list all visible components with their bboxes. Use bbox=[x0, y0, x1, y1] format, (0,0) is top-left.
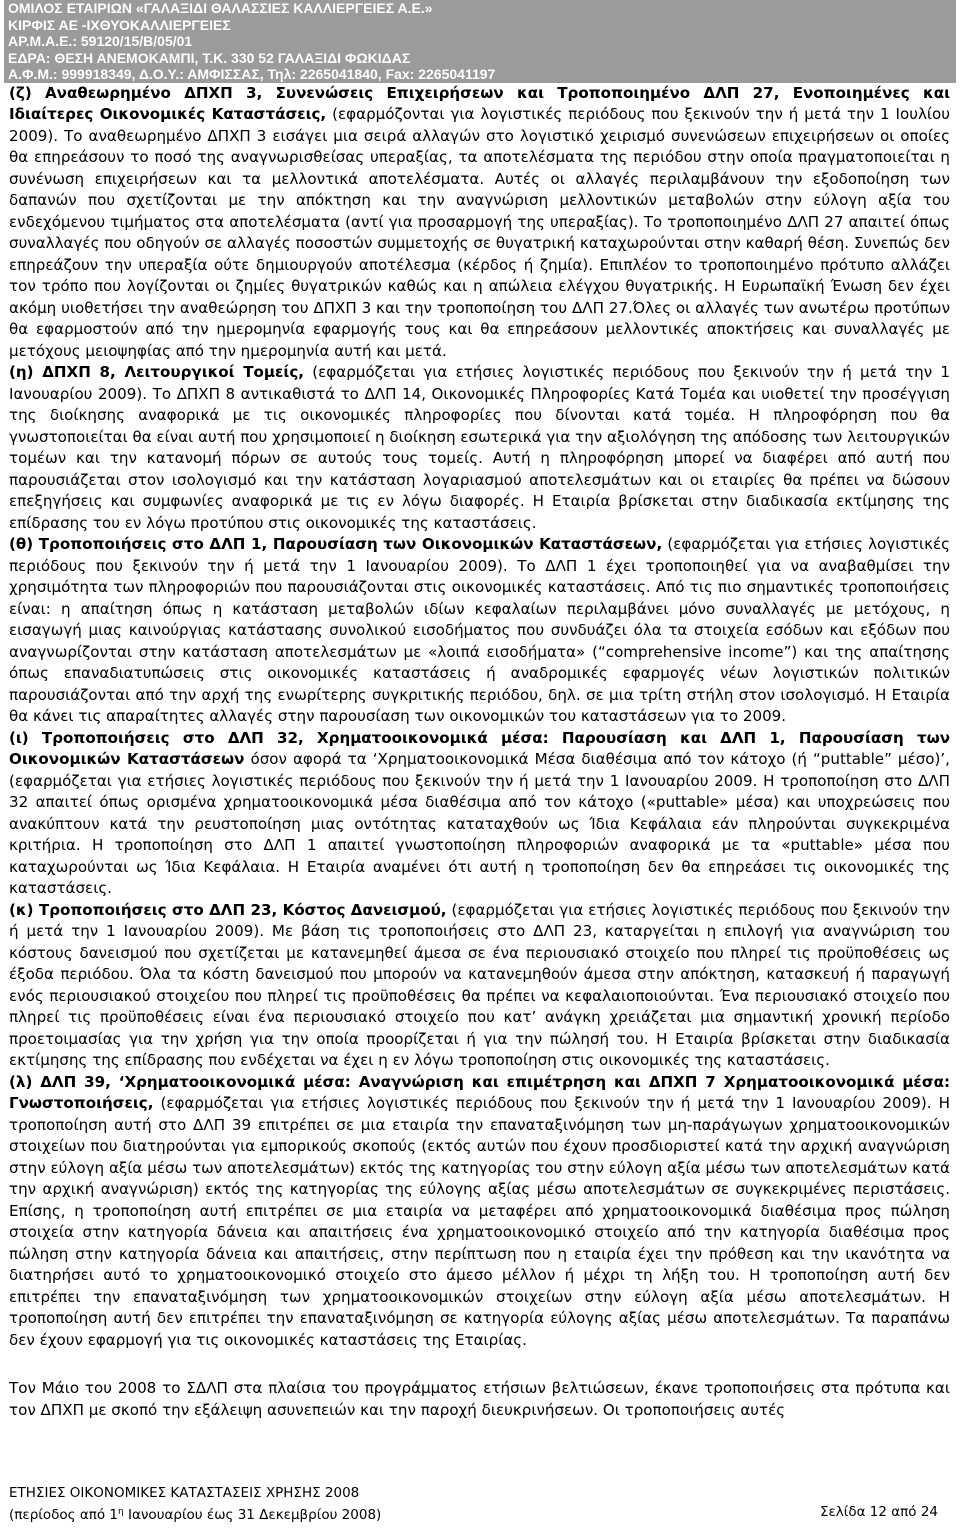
paragraph-h-title: (η) ΔΠΧΠ 8, Λειτουργικοί Τομείς, bbox=[9, 363, 304, 382]
header-tax-contact: Α.Φ.Μ.: 999918349, Δ.Ο.Υ.: ΑΜΦΙΣΣΑΣ, Τηλ: 2265041840, Fax: 2265041197 bbox=[8, 66, 496, 83]
footer-period-sup: η bbox=[118, 1507, 124, 1517]
paragraph-th-text: (εφαρμόζεται για ετήσιες λογιστικές περιόδους που ξεκινούν την ή μετά την 1 Ιανουαρίου 2009). Το ΔΛΠ 1 έχει τροποποιηθεί για να αναβαθμίσει την χρησιμότητα των πληροφοριών που παρουσιάζονται στις οικονομικές καταστάσεις. Από τις πιο σημαντικές τροποποιήσεις είναι: η απαίτηση όπως η κατάσταση μεταβολών ιδίων κεφαλαίων περιλαμβάνει μόνο συναλλαγές με μετόχους, η εισαγωγή μιας καινούργιας κατάστασης συνολικού εισοδήματος που συνδυάζει όλα τα στοιχεία εσόδων και εξόδων που αναγνωρίζονται στην κατάσταση αποτελεσμάτων με «λοιπά εισοδήματα» (“comprehensive income”) και της απαίτησης όπως επαναδιατυπώσεις στις οικονομικές καταστάσεις ή αναδρομικές εφαρμογές νέων λογιστικών πολιτικών παρουσιάζονται από την αρχή της ενωρίτερης συγκριτικής περιόδου, δηλ. σε μια τρίτη στήλη στον ισολογισμό. Η Εταιρία θα κάνει τις απαραίτητες αλλαγές στην παρουσίαση των οικονομικών του καταστάσεων για το 2009. bbox=[9, 535, 951, 726]
paragraph-l-title: (λ) ΔΛΠ 39, ‘Χρηματοοικονομικά μέσα: Αναγνώριση και επιμέτρηση και ΔΠΧΠ 7 Χρηματοοικονομικά μέσα: Γνωστοποιήσεις, bbox=[9, 1072, 950, 1113]
document-body bbox=[4, 83, 956, 1352]
header-address: ΕΔΡΑ: ΘΕΣΗ ΑΝΕΜΟΚΑΜΠΙ, Τ.Κ. 330 52 ΓΑΛΑΞΙΔΙ ΦΩΚΙΔΑΣ bbox=[8, 49, 411, 66]
paragraph-z-text: (εφαρμόζονται για λογιστικές περιόδους που ξεκινούν την ή μετά την 1 Ιουλίου 2009). Το αναθεωρημένο ΔΠΧΠ 3 εισάγει μια σειρά αλλαγών στο λογιστικό χειρισμό συνενώσεων επιχειρήσεων οι οποίες θα επηρεάσουν το ποσό της αναγνωρισθείσας υπεραξίας, τα αποτελέσματα της περιόδου στην οποία πραγματοποιείται η συνένωση επιχειρήσεων και τα μελλοντικά αποτελέσματα. Αυτές οι αλλαγές περιλαμβάνουν την εξοδοποίηση των δαπανών που σχετίζονται με την απόκτηση και την αναγνώριση μελλοντικών μεταβολών στην εύλογη αξία του ενδεχόμενου τιμήματος στα αποτελέσματα (αντί για προσαρμογή της υπεραξίας). Το τροποποιημένο ΔΛΠ 27 απαιτεί όπως συναλλαγές που οδηγούν σε αλλαγές ποσοστών συμμετοχής σε θυγατρική καταχωρούνται στην καθαρή θέση. Συνεπώς δεν επηρεάζουν την υπεραξία ούτε δημιουργούν αποτέλεσμα (κέρδος ή ζημία). Επιπλέον το τροποποιημένο πρότυπο αλλάζει τον τρόπο που λογίζονται οι ζημίες θυγατρικών καθώς και η απώλεια ελέγχου θυγατρικής. Η Ευρωπαϊκή Ένωση δεν έχει ακόμη υιοθετήσει την αναθεώρηση του ΔΠΧΠ 3 και την τροποποίηση του ΔΛΠ 27.Όλες οι αλλαγές των ανωτέρω προτύπων θα εφαρμοστούν από την ημερομηνία εφαρμογής τους και θα επηρεάσουν μελλοντικές αποκτήσεις και συναλλαγές με μετόχους μειοψηφίας από την ημερομηνία αυτή και μετά. bbox=[9, 105, 950, 360]
footer-period bbox=[9, 1503, 381, 1525]
header-registration-number: ΑΡ.Μ.Α.Ε.: 59120/15/Β/05/01 bbox=[8, 33, 193, 50]
paragraph-z bbox=[9, 83, 950, 363]
company-header bbox=[4, 0, 956, 83]
header-company-name: ΚΙΡΦΙΣ ΑΕ -ΙΧΘΥΟΚΑΛΛΙΕΡΓΕΙΕΣ bbox=[8, 16, 231, 33]
paragraph-k-text: (εφαρμόζεται για ετήσιες λογιστικές περιόδους που ξεκινούν την ή μετά την 1 Ιανουαρίου 2009). Με βάση τις τροποποιήσεις στο ΔΛΠ 23, καταργείται η επιλογή για αναγνώριση του κόστους δανεισμού που σχετίζεται με κατανεμηθεί άμεσα σε ένα περιουσιακό στοιχείο που πληρεί τις προϋποθέσεις ως έξοδα περιόδου. Όλα τα κόστη δανεισμού που μπορούν να κατανεμηθούν άμεσα στην απόκτηση, κατασκευή ή παραγωγή ενός περιουσιακού στοιχείου που πληρεί τις προϋποθέσεις θα πρέπει να κεφαλαιοποιούνται. Ένα περιουσιακό στοιχείο που πληρεί τις προϋποθέσεις είναι ένα περιουσιακό στοιχείο που κατ’ ανάγκη χρειάζεται μια σημαντική χρονική περίοδο προετοιμασίας για την χρήση για την οποία προορίζεται ή για την πώλησή του. Η Εταιρία βρίσκεται στην διαδικασία εκτίμησης της επίδρασης που ενδέχεται να έχει η εν λόγω τροποποίηση στις οικονομικές της καταστάσεις. bbox=[9, 900, 950, 1070]
paragraph-z-title: (ζ) Αναθεωρημένο ΔΠΧΠ 3, Συνενώσεις Επιχειρήσεων και Τροποποιημένο ΔΛΠ 27, Ενοποιημένες και Ιδιαίτερες Οικονομικές Καταστάσεις, bbox=[9, 83, 950, 124]
header-group-name: ΟΜΙΛΟΣ ΕΤΑΙΡΙΩΝ «ΓΑΛΑΞΙΔΙ ΘΑΛΑΣΣΙΕΣ ΚΑΛΛΙΕΡΓΕΙΕΣ Α.Ε.» bbox=[8, 0, 433, 16]
paragraph-th-title: (θ) Τροποποιήσεις στο ΔΛΠ 1, Παρουσίαση των Οικονομικών Καταστάσεων, bbox=[9, 535, 663, 554]
page-footer bbox=[9, 1484, 938, 1525]
paragraph-l bbox=[9, 1072, 950, 1352]
footer-page-number: Σελίδα 12 από 24 bbox=[819, 1504, 938, 1520]
paragraph-th bbox=[9, 534, 950, 728]
footer-period-suffix: Ιανουαρίου έως 31 Δεκεμβρίου 2008) bbox=[123, 1507, 382, 1523]
paragraph-k-title: (κ) Τροποποιήσεις στο ΔΛΠ 23, Κόστος Δανεισμού, bbox=[9, 900, 447, 919]
footer-period-prefix: (περίοδος από 1 bbox=[9, 1507, 118, 1523]
paragraph-h-text: (εφαρμόζεται για ετήσιες λογιστικές περιόδους που ξεκινούν την ή μετά την 1 Ιανουαρίου 2009). Το ΔΠΧΠ 8 αντικαθιστά το ΔΛΠ 14, Οικονομικές Πληροφορίες Κατά Τομέα και υιοθετεί την προσέγγιση της διοίκησης αναφορικά με τις οικονομικές πληροφορίες που δίνονται κατά τομέα. Η πληροφόρηση που θα γνωστοποιείται θα είναι αυτή που χρησιμοποιεί η διοίκηση εσωτερικά για την αξιολόγηση της απόδοσης των λειτουργικών τομέων και την κατανομή πόρων σε αυτούς τους τομείς. Αυτή η πληροφόρηση μπορεί να διαφέρει από αυτή που παρουσιάζεται στον ισολογισμό και την κατάσταση λογαριασμού αποτελεσμάτων και οι εταιρίες θα πρέπει να δώσουν επεξηγήσεις και συμφωνίες αναφορικά με τις εν λόγω διαφορές. Η Εταιρία βρίσκεται στην διαδικασία εκτίμησης της επίδρασης του εν λόγω προτύπου στις οικονομικές της καταστάσεις. bbox=[9, 363, 950, 532]
paragraph-i-title: (ι) Τροποποιήσεις στο ΔΛΠ 32, Χρηματοοικονομικά μέσα: Παρουσίαση και ΔΛΠ 1, Παρουσίαση των Οικονομικών Καταστάσεων bbox=[9, 728, 950, 769]
paragraph-k bbox=[9, 900, 950, 1072]
paragraph-l-text: (εφαρμόζεται για ετήσιες λογιστικές περιόδους που ξεκινούν την ή μετά την 1 Ιανουαρίου 2009). Η τροποποίηση αυτή στο ΔΛΠ 39 επιτρέπει σε μια εταιρία την επαναταξινόμηση των μη-παράγωγων χρηματοοικονομικών στοιχείων που διατηρούνται για εμπορικούς σκοπούς (εκτός αυτών που έχουν προσδιοριστεί κατά την αρχική αναγνώριση στην εύλογη αξία μέσω των αποτελεσμάτων) εκτός της κατηγορίας του στην εύλογη αξία μέσω των αποτελεσμάτων κατά την αρχική αναγνώριση) εκτός της κατηγορίας της εύλογης αξίας μέσω αποτελεσμάτων σε συγκεκριμένες περιστάσεις. Επίσης, η τροποποίηση αυτή επιτρέπει σε μια εταιρία να μεταφέρει από χρηματοοικονομικά διαθέσιμα προς πώληση στοιχεία στην κατηγορία δάνεια και απαιτήσεις ένα χρηματοοικονομικό στοιχείο από την κατηγορία διαθέσιμα προς πώληση στην κατηγορία δάνεια και απαιτήσεις, στην περίπτωση που η εταιρία έχει την πρόθεση και την ικανότητα να διατηρήσει αυτό το χρηματοοικονομικό στοιχείο στο άμεσο μέλλον ή μέχρι τη λήξη του. Η τροποποίηση αυτή δεν επιτρέπει την επαναταξινόμηση των χρηματοοικονομικών στοιχείων στην εύλογη αξία μέσω αποτελεσμάτων. Η τροποποίηση αυτή δεν επιτρέπει την επαναταξινόμηση σε κατηγορία εύλογης αξίας μέσω αποτελεσμάτων. Τα παραπάνω δεν έχουν εφαρμογή για τις οικονομικές καταστάσεις της Εταιρίας. bbox=[9, 1094, 950, 1349]
paragraph-h bbox=[9, 362, 950, 534]
footer-report-title: ΕΤΗΣΙΕΣ ΟΙΚΟΝΟΜΙΚΕΣ ΚΑΤΑΣΤΑΣΕΙΣ ΧΡΗΣΗΣ 2008 bbox=[9, 1485, 360, 1501]
paragraph-annual-improvements: Τον Μάιο του 2008 το ΣΔΛΠ στα πλαίσια του προγράμματος ετήσιων βελτιώσεων, έκανε τροποποιήσεις στα πρότυπα και τον ΔΠΧΠ με σκοπό την εξάλειψη ασυνεπειών και την παροχή διευκρινήσεων. Οι τροποποιήσεις αυτές bbox=[9, 1379, 950, 1419]
footer-row bbox=[9, 1503, 938, 1525]
paragraph-i-text: όσον αφορά τα ‘Χρηματοοικονομικά Μέσα διαθέσιμα από τον κάτοχο (ή “puttable” μέσο)’, (εφαρμόζεται για ετήσιες λογιστικές περιόδους που ξεκινούν την ή μετά την 1 Ιανουαρίου 2009. Η τροποποίηση στο ΔΛΠ 32 απαιτεί όπως ορισμένα χρηματοοικονομικά μέσα διαθέσιμα από τον κάτοχο («puttable» μέσα) και υποχρεώσεις που ανακύπτουν κατά την ρευστοποίηση μιας οντότητας καταταχθούν ως Ίδια Κεφάλαια εάν πληρούνται συγκεκριμένα κριτήρια. Η τροποποίηση στο ΔΛΠ 1 απαιτεί γνωστοποίηση πληροφοριών αναφορικά με τα «puttable» μέσα που καταχωρούνται ως Ίδια Κεφάλαια. Η Εταιρία αναμένει ότι αυτή η τροποποίηση δεν θα επηρεάσει τις οικονομικές της καταστάσεις. bbox=[9, 750, 950, 898]
paragraph-i bbox=[9, 728, 950, 900]
